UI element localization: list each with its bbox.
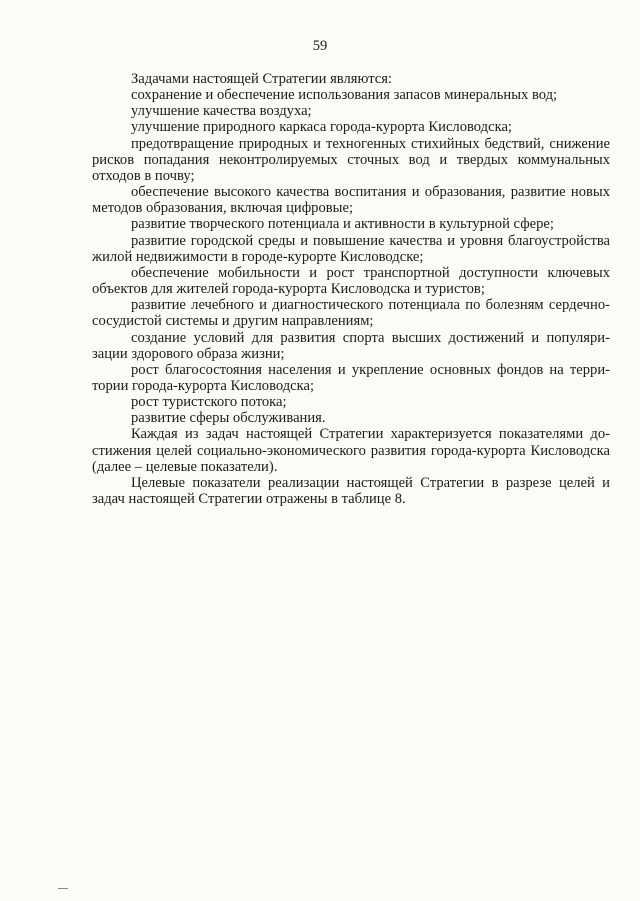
scan-mark — [58, 888, 68, 889]
paragraph-item: создание условий для развития спорта высших достижений и популяризации здорового образа жизни; — [92, 329, 610, 362]
page-number: 59 — [312, 38, 328, 54]
paragraph-item: развитие лечебного и диагностического потенциала по болезням сердечно-сосудистой системы и другим направлениям; — [92, 297, 610, 330]
paragraph-item: предотвращение природных и техногенных стихийных бедствий, снижение рисков попадания неконтролируемых сточных вод и твердых коммунальных отходов в почву; — [92, 135, 610, 184]
paragraph-item: рост туристского потока; — [131, 394, 287, 411]
paragraph-table-reference: Целевые показатели реализации настоящей Стратегии в разрезе целей и задач настоящей Стратегии отражены в таблице 8. — [92, 474, 610, 508]
paragraph-item: развитие сферы обслуживания. — [131, 410, 326, 427]
paragraph-item: обеспечение высокого качества воспитания и образования, развитие новых методов образования, включая цифровые; — [92, 184, 610, 217]
paragraph-item: сохранение и обеспечение использования запасов минеральных вод; — [131, 87, 558, 104]
paragraph-item: рост благосостояния населения и укрепление основных фондов на территории города-курорта Кисловодска; — [92, 361, 610, 394]
body-text — [92, 71, 610, 507]
paragraph-item: улучшение природного каркаса города-курорта Кисловодска; — [131, 119, 512, 136]
paragraph-item: улучшение качества воздуха; — [131, 103, 312, 120]
paragraph-item: развитие творческого потенциала и активности в культурной сфере; — [131, 216, 554, 233]
paragraph-item: развитие городской среды и повышение качества и уровня благоустройства жилой недвижимости в городе-курорте Кисловодске; — [92, 232, 610, 265]
paragraph-indicators: Каждая из задач настоящей Стратегии характеризуется показателями достижения целей социально-экономического развития города-курорта Кисловодска (далее – целевые показатели). — [92, 426, 610, 475]
paragraph-item: обеспечение мобильности и рост транспортной доступности ключевых объектов для жителей города-курорта Кисловодска и туристов; — [92, 264, 610, 298]
paragraph-intro: Задачами настоящей Стратегии являются: — [131, 71, 392, 87]
